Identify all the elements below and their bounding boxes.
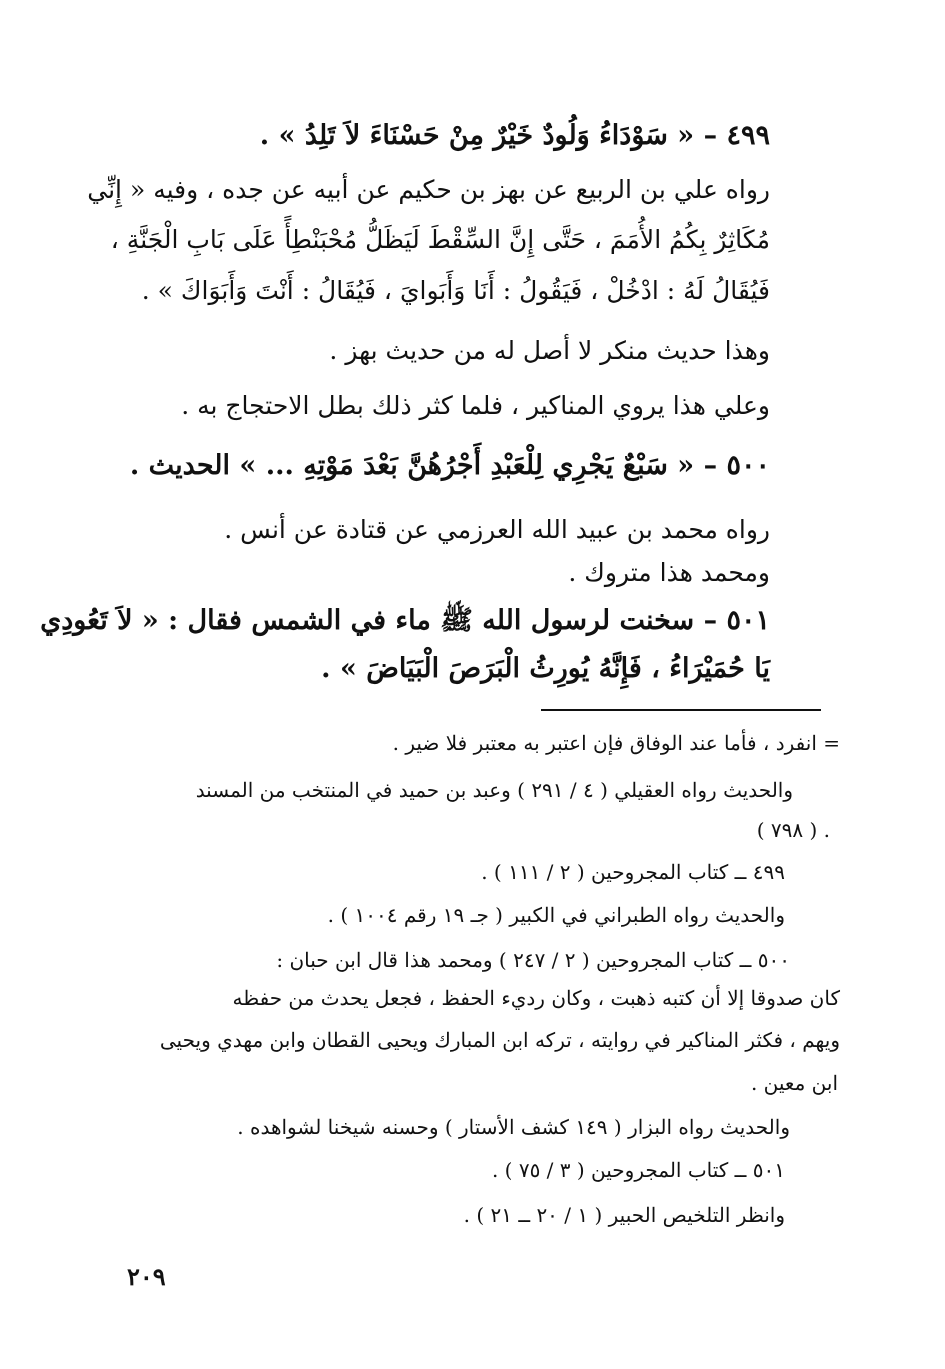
page-number: ٢٠٩	[127, 1262, 166, 1291]
hadith-500-heading: ٥٠٠ – « سَبْعٌ يَجْرِي لِلْعَبْدِ أَجْرُهُنَّ بَعْدَ مَوْتِهِ ... » الحديث .	[129, 450, 770, 481]
footnote-line: ٥٠١ ــ كتاب المجروحين ( ٣ / ٧٥ ) .	[491, 1158, 785, 1182]
footnote-divider	[541, 709, 821, 711]
footnote-line: ٥٠٠ ــ كتاب المجروحين ( ٢ / ٢٤٧ ) ومحمد هذا قال ابن حبان :	[276, 948, 790, 972]
footnote-line: كان صدوقا إلا أن كتبه ذهبت ، وكان رديء الحفظ ، فجعل يحدث من حفظه	[232, 986, 840, 1010]
footnote-line: ( ٧٩٨ ) .	[756, 818, 830, 842]
main-text-line: ومحمد هذا متروك .	[568, 558, 770, 587]
main-text-line: فَيُقَالُ لَهُ : ادْخُلْ ، فَيَقُولُ : أَنَا وَأَبَوايَ ، فَيُقَالُ : أَنْتَ وَأَبَوَاكَ » .	[141, 276, 770, 305]
main-text-line: رواه محمد بن عبيد الله العرزمي عن قتادة عن أنس .	[224, 515, 770, 544]
hadith-499-heading: ٤٩٩ – « سَوْدَاءُ وَلُودٌ خَيْرٌ مِنْ حَسْنَاءَ لاَ تَلِدُ » .	[259, 120, 770, 151]
main-text-line: وعلي هذا يروي المناكير ، فلما كثر ذلك بطل الاحتجاج به .	[181, 391, 770, 420]
footnote-line: = انفرد ، فأما عند الوفاق فإن اعتبر به معتبر فلا ضير .	[392, 731, 840, 755]
footnote-line: ٤٩٩ ــ كتاب المجروحين ( ٢ / ١١١ ) .	[481, 860, 785, 884]
main-text-line: رواه علي بن الربيع عن بهز بن حكيم عن أبيه عن جده ، وفيه « إِنِّي	[87, 175, 770, 204]
footnote-line: والحديث رواه الطبراني في الكبير ( جـ ١٩ رقم ١٠٠٤ ) .	[327, 903, 785, 927]
footnote-line: ابن معين .	[750, 1071, 838, 1095]
footnote-line: وانظر التلخيص الحبير ( ١ / ٢٠ ــ ٢١ ) .	[463, 1203, 785, 1227]
main-text-line: مُكَاثِرٌ بِكُمُ الأُمَمَ ، حَتَّى إِنَّ السِّقْطَ لَيَظَلُّ مُحْبَنْطِأً عَلَى بَابِ الْجَنَّةِ ،	[110, 225, 770, 254]
main-text-line: وهذا حديث منكر لا أصل له من حديث بهز .	[329, 336, 770, 365]
footnote-line: والحديث رواه العقيلي ( ٤ / ٢٩١ ) وعبد بن حميد في المنتخب من المسند	[195, 778, 793, 802]
main-text-line: يَا حُمَيْرَاءُ ، فَإِنَّهُ يُورِثُ الْبَرَصَ الْبَيَاضَ » .	[321, 653, 770, 684]
hadith-501-heading: ٥٠١ – سخنت لرسول الله ﷺ ماء في الشمس فقال : « لاَ تَعُودِي	[40, 605, 770, 636]
footnote-line: ويهم ، فكثر المناكير في روايته ، تركه ابن المبارك ويحيى القطان وابن مهدي ويحيى	[159, 1028, 840, 1052]
footnote-line: والحديث رواه البزار ( ١٤٩ كشف الأستار ) وحسنه شيخنا لشواهده .	[237, 1115, 790, 1139]
